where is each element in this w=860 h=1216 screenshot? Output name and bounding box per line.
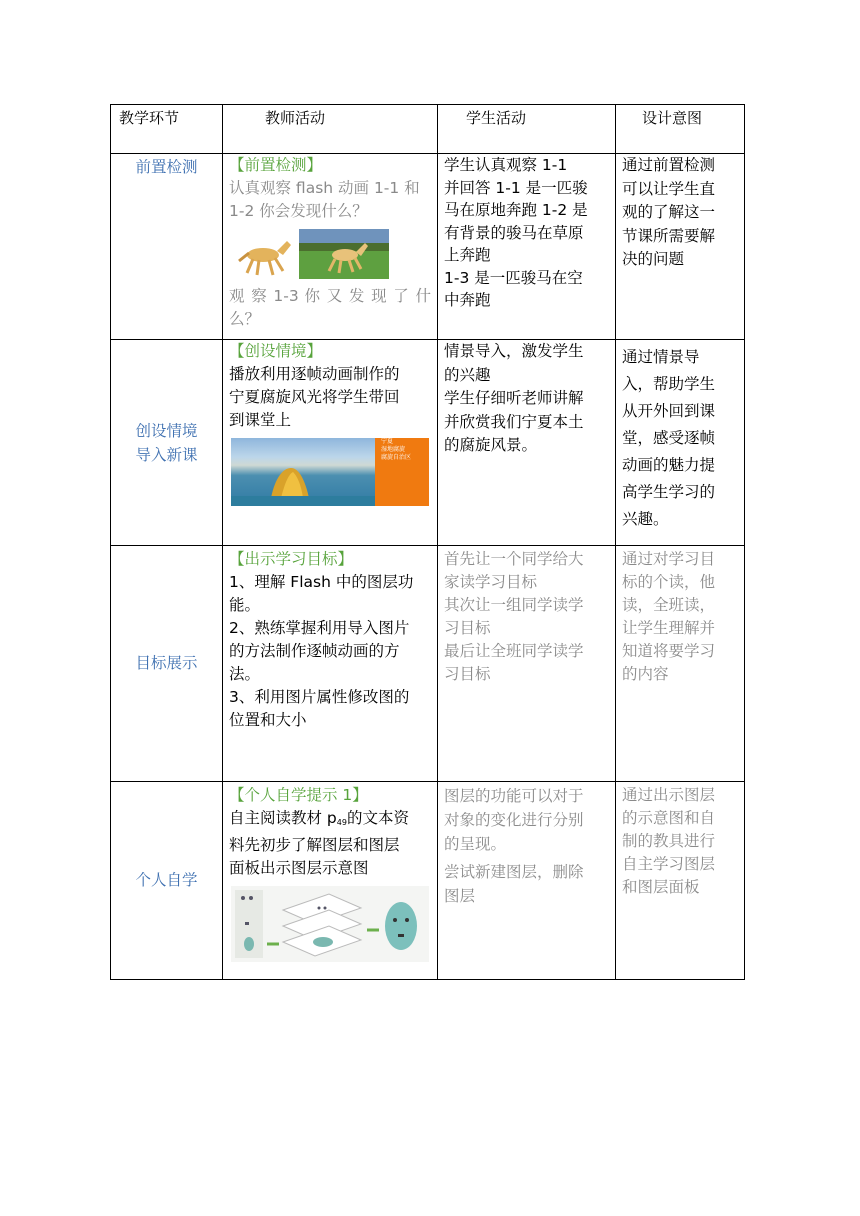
horse-images [235, 229, 431, 279]
orange-sign: 宁夏 湿地腐旋 腐旋自治区 [375, 438, 429, 506]
student-cell: 图层的功能可以对于 对象的变化进行分别 的呈现。 尝试新建图层，删除 图层 [438, 782, 616, 980]
lesson-plan-table [110, 104, 745, 980]
table-row [111, 154, 745, 340]
ningxia-scenery-image [231, 438, 429, 506]
header-stage: 教学环节 [111, 105, 223, 154]
section-title: 【创设情境】 [229, 342, 323, 360]
horse-image [235, 231, 293, 279]
teacher-cell: 【前置检测】 认真观察 flash 动画 1-1 和 1-2 你会发现什么？ 观 察 1-3 你 又 发 现 了 什 么？ [223, 154, 438, 340]
teacher-cell: 【个人自学提示 1】 自主阅读教材 $p_{49}$的文本资 料先初步了解图层和图层 面板出示图层示意图 [223, 782, 438, 980]
student-cell: 情景导入，激发学生 的兴趣 学生仔细听老师讲解 并欣赏我们宁夏本土 的腐旋风景。 [438, 340, 616, 546]
section-title: 【前置检测】 [229, 156, 323, 174]
teacher-cell: 【出示学习目标】 1、理解 Flash 中的图层功 能。 2、熟练掌握利用导入图片 的方法制作逐帧动画的方 法。 3、利用图片属性修改图的 位置和大小 [223, 546, 438, 782]
intent-cell: 通过情景导 入，帮助学生 从开外回到课 堂，感受逐帧 动画的魅力提 高学生学习的 兴趣。 [616, 340, 745, 546]
table-row [111, 340, 745, 546]
header-student: 学生活动 [438, 105, 616, 154]
teacher-cell: 【创设情境】 播放利用逐帧动画制作的 宁夏腐旋风光将学生带回 到课堂上 宁夏 湿地腐旋 腐旋自治区 [223, 340, 438, 546]
student-cell: 首先让一个同学给大 家读学习目标 其次让一组同学读学 习目标 最后让全班同学读学 习目标 [438, 546, 616, 782]
table-header-row [111, 105, 745, 154]
section-title: 【出示学习目标】 [229, 550, 354, 568]
stage-cell: 创设情境 导入新课 [111, 340, 223, 546]
layer-diagram-image [231, 886, 429, 962]
student-cell: 学生认真观察 1-1 并回答 1-1 是一匹骏 马在原地奔跑 1-2 是 有背景的骏马在草原 上奔跑 1-3 是一匹骏马在空 中奔跑 [438, 154, 616, 340]
intent-cell: 通过前置检测 可以让学生直 观的了解这一 节课所需要解 决的问题 [616, 154, 745, 340]
stage-cell: 个人自学 [111, 782, 223, 980]
intent-cell: 通过对学习目 标的个读，他 读，全班读， 让学生理解并 知道将要学习 的内容 [616, 546, 745, 782]
horse-grassland-image [299, 229, 389, 279]
header-teacher: 教师活动 [223, 105, 438, 154]
stage-cell: 目标展示 [111, 546, 223, 782]
section-title: 【个人自学提示 1】 [229, 786, 368, 804]
stage-cell: 前置检测 [111, 154, 223, 340]
header-intent: 设计意图 [616, 105, 745, 154]
table-row [111, 546, 745, 782]
intent-cell: 通过出示图层 的示意图和自 制的教具进行 自主学习图层 和图层面板 [616, 782, 745, 980]
table-row [111, 782, 745, 980]
